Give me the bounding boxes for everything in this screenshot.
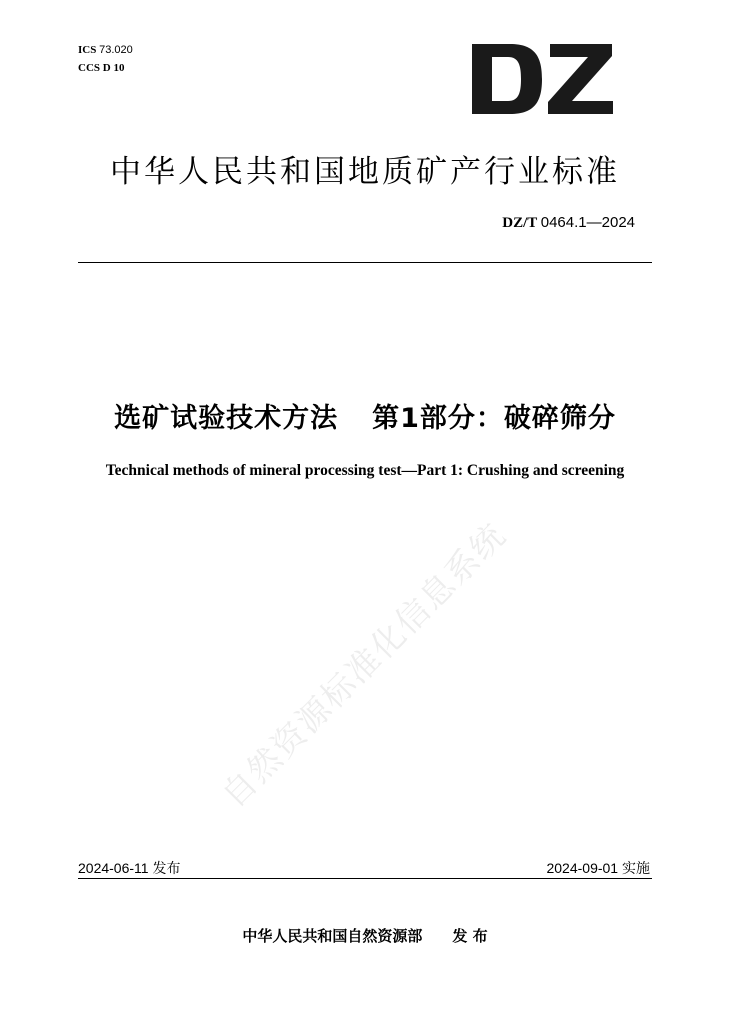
footer-divider: [78, 878, 652, 879]
effective-date-label: 实施: [622, 861, 650, 877]
publisher-name: 中华人民共和国自然资源部: [242, 927, 423, 945]
chinese-title-part: 第1部分：破碎筛分: [372, 403, 616, 434]
ccs-label: CCS D 10: [78, 62, 125, 74]
org-title: 中华人民共和国地质矿产行业标准: [110, 154, 620, 190]
effective-date-value: 2024-09-01: [546, 860, 619, 876]
ics-value: 73.020: [99, 44, 133, 56]
watermark: 自然资源标准化信息系统: [214, 515, 514, 815]
english-title: Technical methods of mineral processing test—Part 1: Crushing and screening: [105, 462, 625, 479]
ccs-code: [78, 62, 124, 74]
chinese-title-main: 选矿试验技术方法: [114, 403, 339, 434]
publisher-action: 发 布: [452, 927, 488, 945]
header-divider: [78, 262, 652, 263]
ics-code: [78, 44, 133, 56]
standard-number: [502, 214, 635, 232]
standard-prefix: DZ/T: [502, 215, 537, 231]
standard-code: 0464.1—2024: [540, 214, 635, 231]
ics-label: ICS: [78, 44, 97, 56]
chinese-title: [0, 396, 730, 435]
publish-date-value: 2024-06-11: [78, 860, 149, 876]
effective-date: [546, 858, 650, 878]
publish-date: [78, 858, 180, 878]
dz-logo: [472, 44, 614, 114]
publish-date-label: 发布: [152, 861, 181, 877]
publisher: [0, 925, 730, 946]
